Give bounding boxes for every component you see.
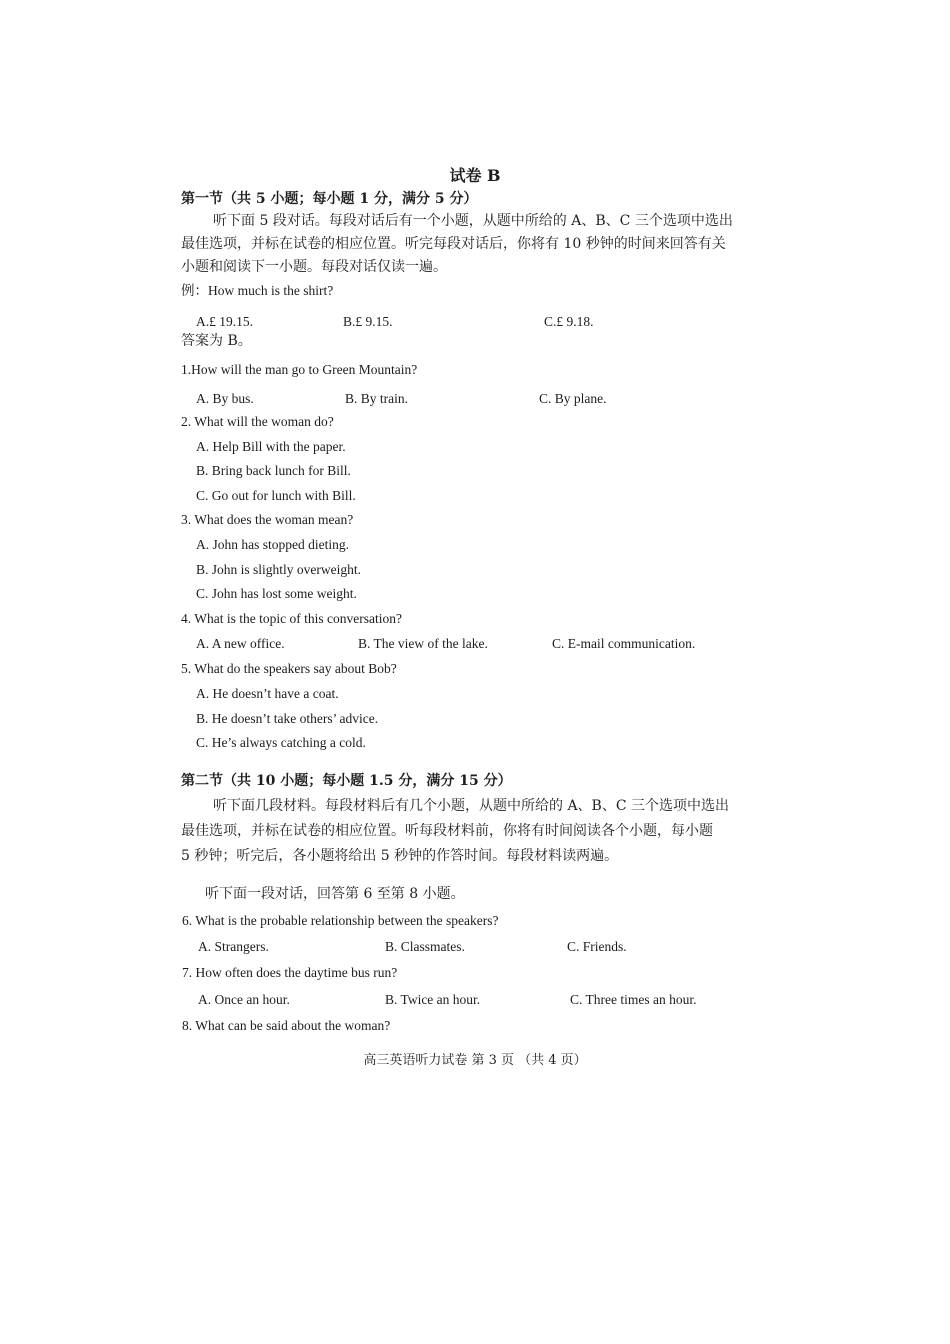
section1-instruction-line: 听下面 5 段对话。每段对话后有一个小题，从题中所给的 A、B、C 三个选项中选出 [213, 213, 733, 229]
question-option: B. By train. [345, 391, 408, 406]
example-question: 例：How much is the shirt? [181, 283, 334, 298]
question-stem: 4. What is the topic of this conversation? [181, 611, 402, 626]
example-option-a: A.£ 19.15. [196, 314, 253, 329]
question-option: A. Strangers. [198, 939, 269, 954]
question-option: C. Go out for lunch with Bill. [196, 488, 356, 503]
question-option: C. He’s always catching a cold. [196, 735, 366, 750]
question-option: C. Three times an hour. [570, 992, 697, 1007]
section2-instruction-line: 最佳选项，并标在试卷的相应位置。听每段材料前，你将有时间阅读各个小题，每小题 [181, 823, 713, 839]
example-option-c: C.£ 9.18. [544, 314, 594, 329]
question-option: A. John has stopped dieting. [196, 537, 349, 552]
question-option: B. John is slightly overweight. [196, 562, 361, 577]
question-option: B. Twice an hour. [385, 992, 481, 1007]
question-stem: 5. What do the speakers say about Bob? [181, 661, 397, 676]
section1-instruction-line: 小题和阅读下一小题。每段对话仅读一遍。 [181, 259, 447, 275]
question-option: C. By plane. [539, 391, 607, 406]
question-stem: 1.How will the man go to Green Mountain? [181, 362, 418, 377]
question-option: C. Friends. [567, 939, 627, 954]
question-option: B. Bring back lunch for Bill. [196, 463, 351, 478]
question-option: B. The view of the lake. [358, 636, 488, 651]
example-answer: 答案为 B。 [181, 333, 252, 349]
passage-intro: 听下面一段对话，回答第 6 至第 8 小题。 [205, 886, 465, 902]
question-stem: 7. How often does the daytime bus run? [182, 965, 398, 980]
question-option: C. John has lost some weight. [196, 586, 357, 601]
section2-instruction-line: 5 秒钟；听完后，各小题将给出 5 秒钟的作答时间。每段材料读两遍。 [181, 848, 619, 864]
question-option: A. By bus. [196, 391, 254, 406]
question-option: A. He doesn’t have a coat. [196, 686, 339, 701]
example-option-b: B.£ 9.15. [343, 314, 393, 329]
question-stem: 6. What is the probable relationship between the speakers? [182, 913, 499, 928]
question-option: A. Help Bill with the paper. [196, 439, 346, 454]
question-stem: 3. What does the woman mean? [181, 512, 354, 527]
question-option: B. Classmates. [385, 939, 465, 954]
question-option: A. A new office. [196, 636, 285, 651]
question-stem: 8. What can be said about the woman? [182, 1018, 391, 1033]
section1-heading: 第一节（共 5 小题；每小题 1 分，满分 5 分） [181, 191, 478, 207]
section1-instruction-line: 最佳选项，并标在试卷的相应位置。听完每段对话后，你将有 10 秒钟的时间来回答有关 [181, 236, 726, 252]
paper-title: 试卷 B [449, 166, 501, 185]
section2-heading: 第二节（共 10 小题；每小题 1.5 分，满分 15 分） [181, 773, 512, 789]
question-option: C. E-mail communication. [552, 636, 696, 651]
section2-instruction-line: 听下面几段材料。每段材料后有几个小题，从题中所给的 A、B、C 三个选项中选出 [213, 798, 730, 814]
page-footer: 高三英语听力试卷 第 3 页 （共 4 页） [363, 1053, 587, 1068]
question-option: B. He doesn’t take others’ advice. [196, 711, 379, 726]
question-option: A. Once an hour. [198, 992, 290, 1007]
question-stem: 2. What will the woman do? [181, 414, 334, 429]
